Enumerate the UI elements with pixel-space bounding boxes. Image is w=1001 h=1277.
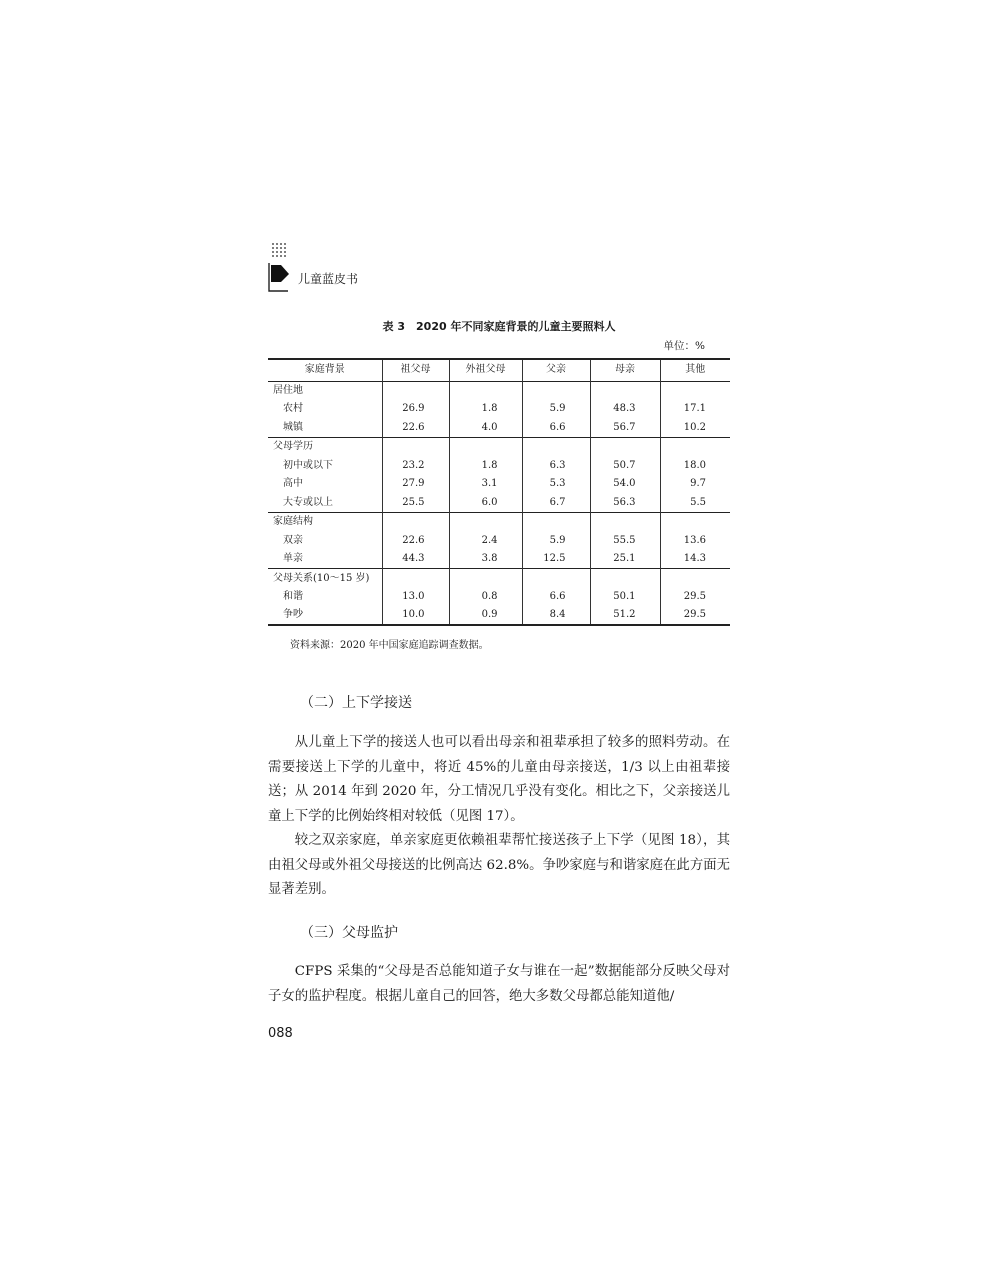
- table-row: [268, 456, 730, 475]
- table-cell: 29.5: [660, 607, 730, 626]
- table-cell: 10.2: [660, 419, 730, 438]
- table-cell: 0.8: [449, 588, 522, 607]
- section-heading: （三）父母监护: [300, 925, 398, 941]
- table-cell: 0.9: [449, 607, 522, 626]
- column-header: 家庭背景: [304, 364, 345, 376]
- bookmark-flag-icon: [268, 262, 292, 292]
- table-cell: 3.8: [449, 550, 522, 569]
- table-cell: 51.2: [590, 607, 660, 626]
- table-cell: 48.3: [590, 400, 660, 419]
- table-cell: 23.2: [382, 456, 449, 475]
- table-unit: 单位：%: [663, 340, 705, 352]
- table-row: [268, 494, 730, 513]
- table-cell: 25.1: [590, 550, 660, 569]
- row-label: 大专或以上: [283, 496, 333, 508]
- table-cell: 2.4: [449, 531, 522, 550]
- table-cell: 50.7: [590, 456, 660, 475]
- row-label: 高中: [283, 478, 303, 490]
- group-row: [268, 513, 730, 532]
- table-cell: 6.3: [522, 456, 590, 475]
- group-row: [268, 569, 730, 588]
- row-label: 和谐: [283, 591, 303, 603]
- table-cell: 6.7: [522, 494, 590, 513]
- table-cell: 44.3: [382, 550, 449, 569]
- table-cell: 22.6: [382, 531, 449, 550]
- table-row: [268, 531, 730, 550]
- table-cell: 56.7: [590, 419, 660, 438]
- table-cell: 54.0: [590, 475, 660, 494]
- table-cell: 13.6: [660, 531, 730, 550]
- caregiver-table: [268, 358, 730, 626]
- table-title: 表 3 2020 年不同家庭背景的儿童主要照料人: [382, 320, 616, 333]
- paragraph: CFPS 采集的“父母是否总能知道子女与谁在一起”数据能部分反映父母对子女的监护程度。根据儿童自己的回答，绝大多数父母都总能知道他/: [268, 964, 730, 1004]
- table-cell: 29.5: [660, 588, 730, 607]
- table-cell: 13.0: [382, 588, 449, 607]
- group-row: [268, 381, 730, 400]
- section-heading: （二）上下学接送: [300, 695, 412, 711]
- table-cell: 9.7: [660, 475, 730, 494]
- table-cell: 14.3: [660, 550, 730, 569]
- table-cell: 27.9: [382, 475, 449, 494]
- table-cell: 6.6: [522, 419, 590, 438]
- column-header: 其他: [660, 359, 730, 381]
- table-cell: 4.0: [449, 419, 522, 438]
- row-label: 单亲: [283, 553, 303, 565]
- paragraph: 较之双亲家庭，单亲家庭更依赖祖辈帮忙接送孩子上下学（见图 18），其由祖父母或外祖父母接送的比例高达 62.8%。争吵家庭与和谐家庭在此方面无显著差别。: [268, 833, 730, 897]
- table-cell: 5.9: [522, 400, 590, 419]
- table-cell: 5.5: [660, 494, 730, 513]
- group-label: 居住地: [273, 384, 303, 396]
- group-label: 家庭结构: [273, 516, 313, 528]
- table-row: [268, 475, 730, 494]
- running-header: [268, 240, 468, 296]
- column-header: 祖父母: [382, 359, 449, 381]
- table-source-note: 资料来源：2020 年中国家庭追踪调查数据。: [290, 640, 489, 651]
- table-cell: 1.8: [449, 400, 522, 419]
- row-label: 争吵: [283, 609, 303, 621]
- group-row: [268, 437, 730, 456]
- table-cell: 8.4: [522, 607, 590, 626]
- row-label: 双亲: [283, 534, 303, 546]
- section-body: [268, 731, 730, 903]
- table-cell: 3.1: [449, 475, 522, 494]
- column-header: 外祖父母: [449, 359, 522, 381]
- table-row: [268, 588, 730, 607]
- table-row: [268, 550, 730, 569]
- table-cell: 6.6: [522, 588, 590, 607]
- row-label: 农村: [283, 403, 303, 415]
- paragraph: 从儿童上下学的接送人也可以看出母亲和祖辈承担了较多的照料劳动。在需要接送上下学的儿童中，将近 45%的儿童由母亲接送，1/3 以上由祖辈接送；从 2014 年到 2020 年，分工情况几乎没有变化。相比之下，父亲接送儿童上下学的比例始终相对较低（见图 17）。: [268, 735, 730, 824]
- group-label: 父母关系(10～15 岁): [273, 572, 370, 584]
- row-label: 城镇: [283, 421, 303, 433]
- row-label: 初中或以下: [283, 459, 333, 471]
- table-cell: 56.3: [590, 494, 660, 513]
- table-row: [268, 400, 730, 419]
- column-header: 父亲: [522, 359, 590, 381]
- table-cell: 18.0: [660, 456, 730, 475]
- book-title: 儿童蓝皮书: [298, 272, 359, 286]
- section-body: [268, 960, 730, 1009]
- table-header-row: [268, 359, 730, 381]
- table-row: [268, 607, 730, 626]
- table-cell: 55.5: [590, 531, 660, 550]
- table-cell: 17.1: [660, 400, 730, 419]
- page-number: 088: [268, 1026, 293, 1041]
- table-cell: 6.0: [449, 494, 522, 513]
- table-cell: 5.9: [522, 531, 590, 550]
- table-cell: 10.0: [382, 607, 449, 626]
- table-cell: 22.6: [382, 419, 449, 438]
- table-row: [268, 419, 730, 438]
- column-header: 母亲: [590, 359, 660, 381]
- table-cell: 12.5: [522, 550, 590, 569]
- group-label: 父母学历: [273, 441, 313, 453]
- table-cell: 50.1: [590, 588, 660, 607]
- table-cell: 1.8: [449, 456, 522, 475]
- table-cell: 5.3: [522, 475, 590, 494]
- dot-grid-icon: [270, 242, 290, 260]
- table-cell: 26.9: [382, 400, 449, 419]
- table-cell: 25.5: [382, 494, 449, 513]
